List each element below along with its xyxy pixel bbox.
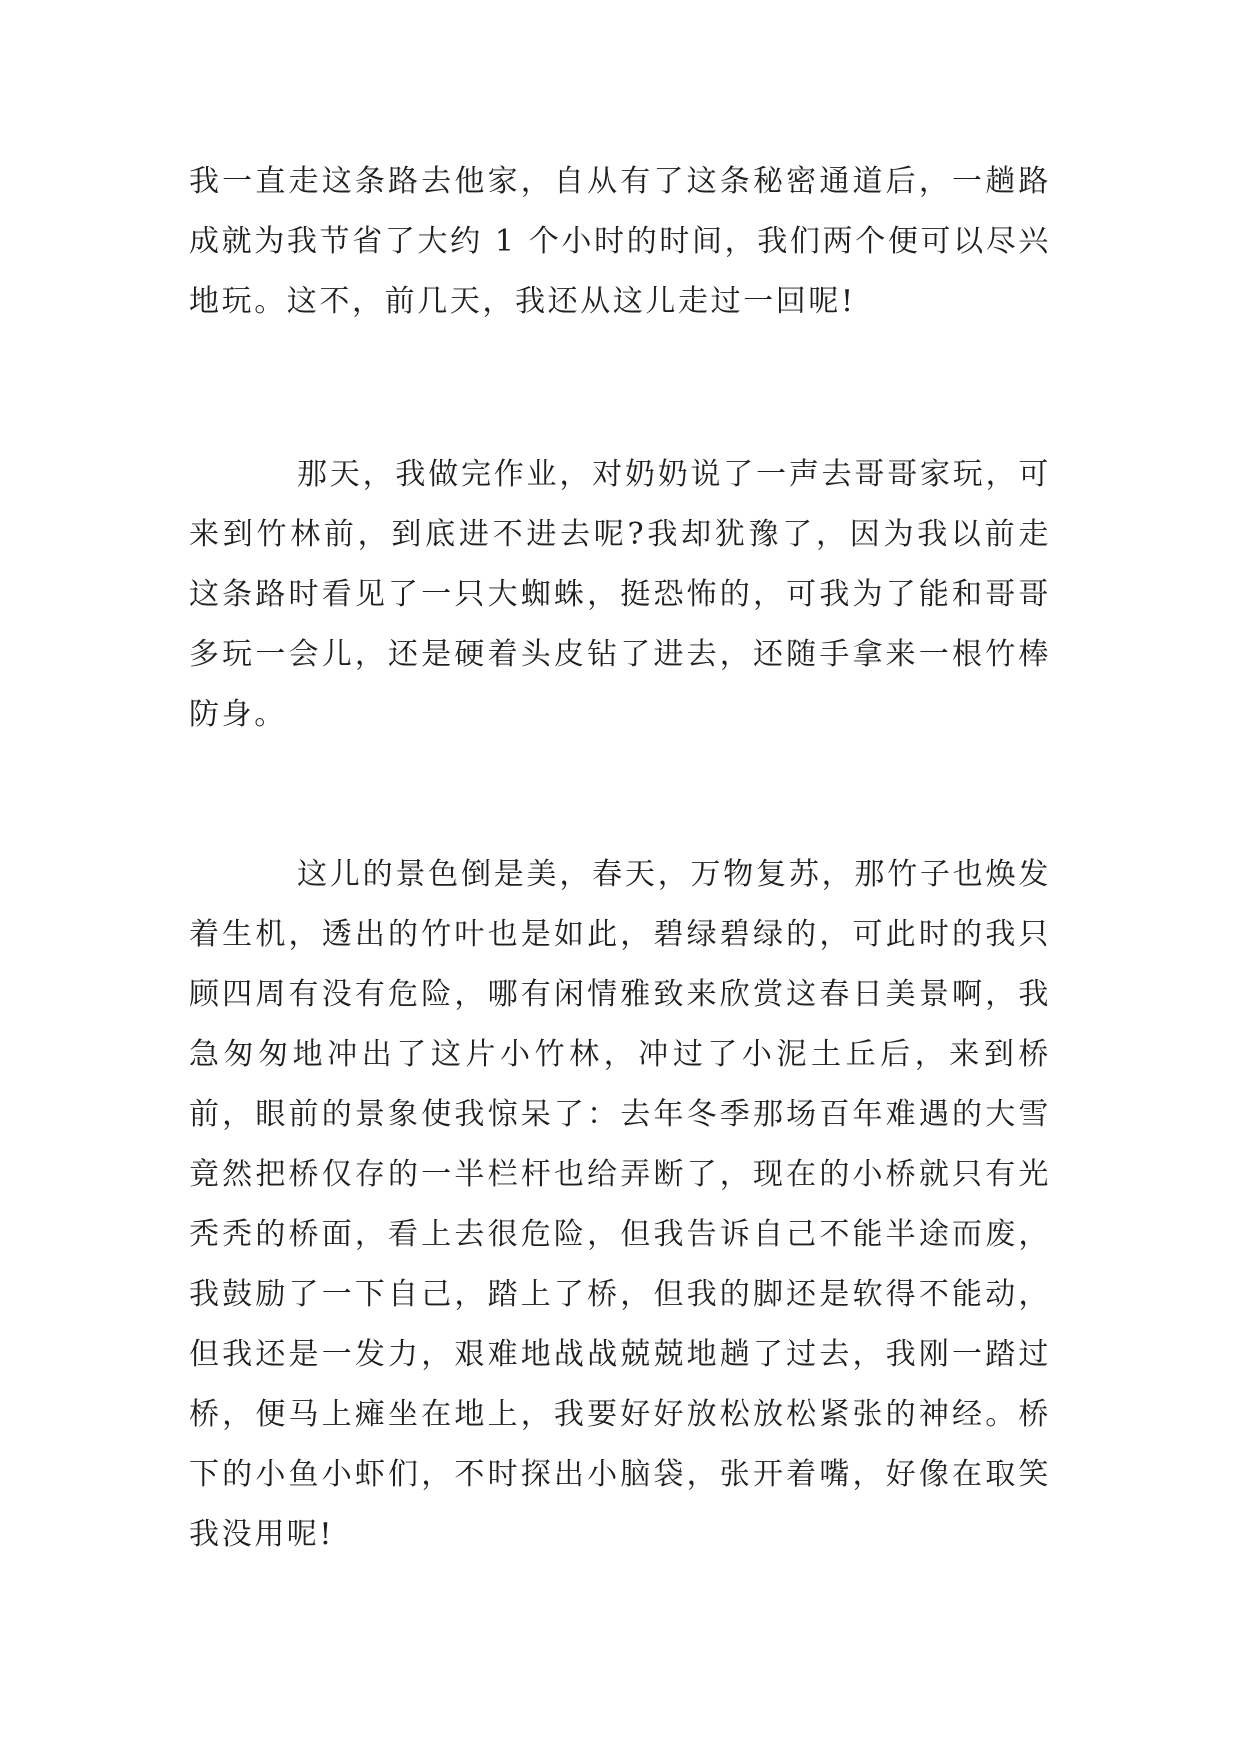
paragraph-2: 那天，我做完作业，对奶奶说了一声去哥哥家玩，可来到竹林前，到底进不进去呢?我却犹豫了，因为我以前走这条路时看见了一只大蜘蛛，挺恐怖的，可我为了能和哥哥多玩一会儿，还是硬着头皮钻了进去，还随手拿来一根竹棒防身。 bbox=[189, 457, 1051, 732]
paragraph-3: 这儿的景色倒是美，春天，万物复苏，那竹子也焕发着生机，透出的竹叶也是如此，碧绿碧绿的，可此时的我只顾四周有没有危险，哪有闲情雅致来欣赏这春日美景啊，我急匆匆地冲出了这片小竹林，冲过了小泥土丘后，来到桥前，眼前的景象使我惊呆了：去年冬季那场百年难遇的大雪竟然把桥仅存的一半栏杆也给弄断了，现在的小桥就只有光秃秃的桥面，看上去很危险，但我告诉自己不能半途而废，我鼓励了一下自己，踏上了桥，但我的脚还是软得不能动，但我还是一发力，艰难地战战兢兢地趟了过去，我刚一踏过桥，便马上瘫坐在地上，我要好好放松放松紧张的神经。桥下的小鱼小虾们，不时探出小脑袋，张开着嘴，好像在取笑我没用呢! bbox=[189, 857, 1051, 1552]
paragraph-1: 我一直走这条路去他家，自从有了这条秘密通道后，一趟路成就为我节省了大约 1 个小时的时间，我们两个便可以尽兴地玩。这不，前几天，我还从这儿走过一回呢! bbox=[189, 164, 1051, 319]
